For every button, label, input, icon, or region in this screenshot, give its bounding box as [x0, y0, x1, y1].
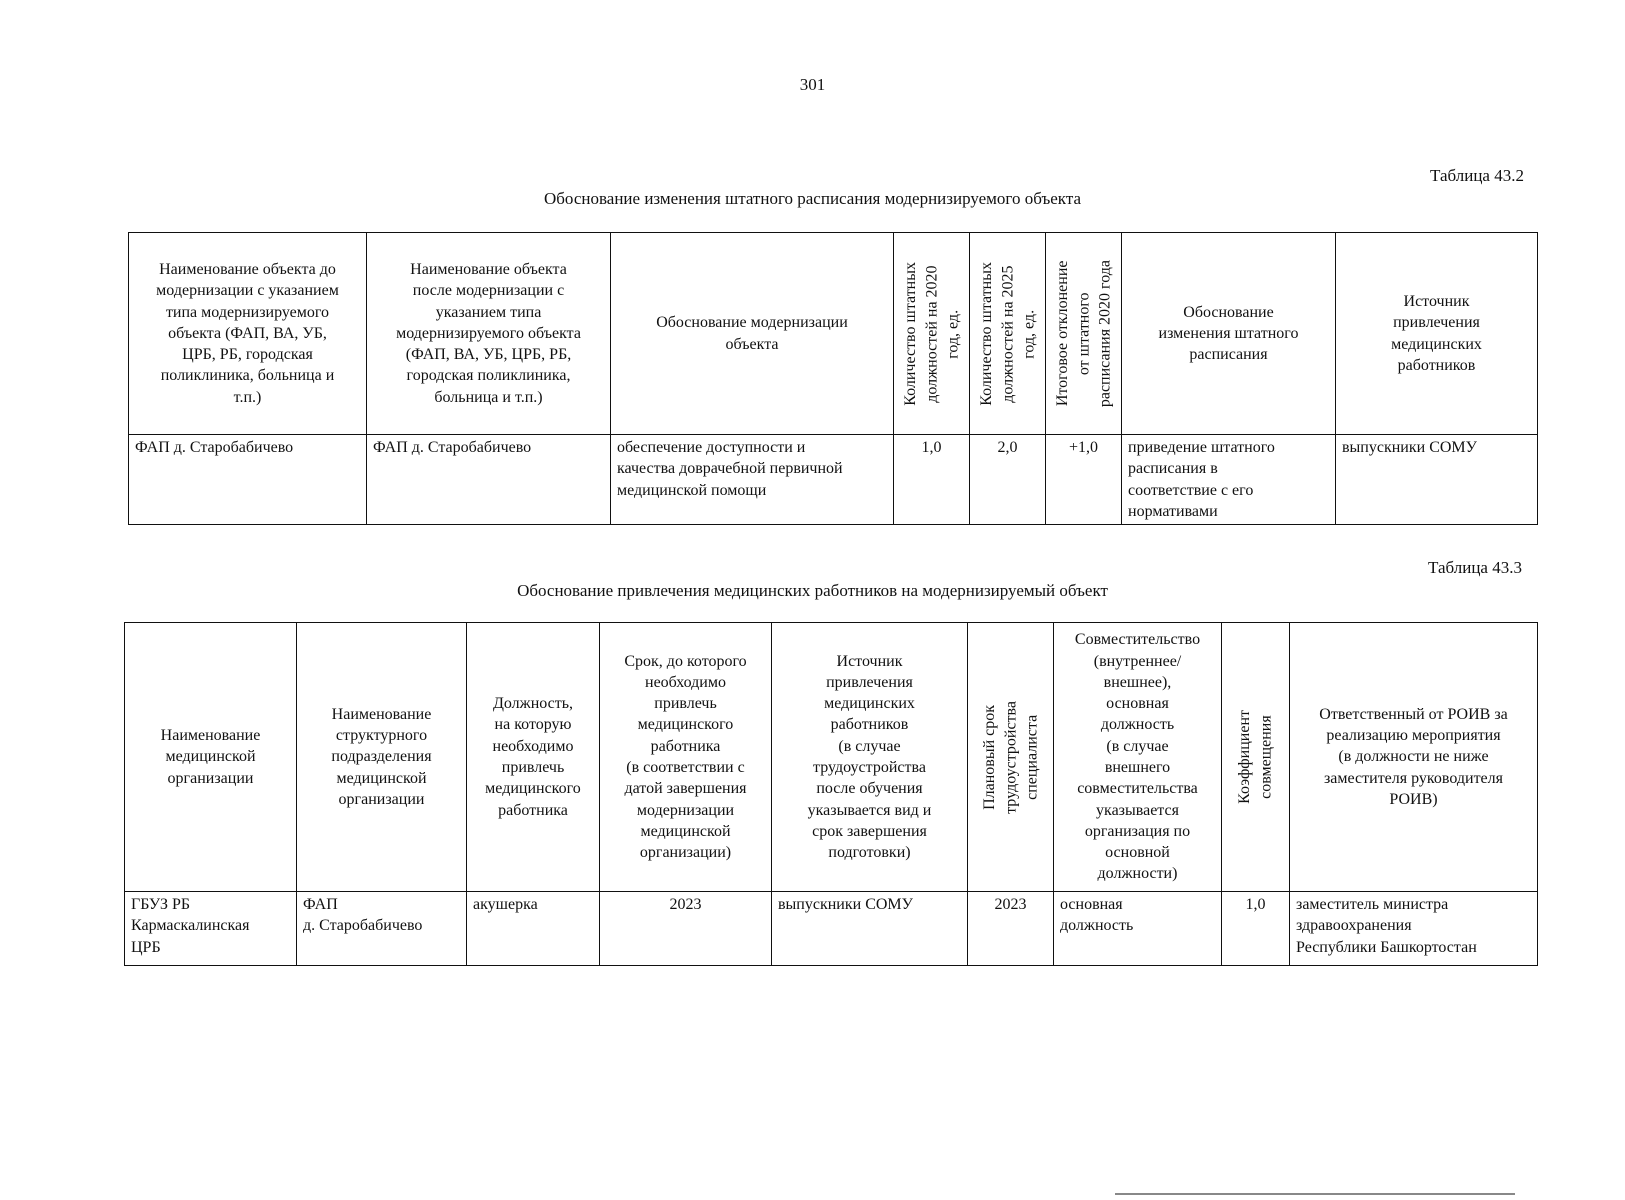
header-source: Источник привлечения медицинских работников (в случае трудоустройства после обучения указывается вид и срок завершения подготовки)	[772, 623, 968, 892]
table-label-43-2: Таблица 43.2	[1430, 166, 1524, 185]
table-row	[129, 435, 1538, 525]
header-modernization-reason: Обоснование модернизации объекта	[611, 233, 894, 435]
cell-object-after: ФАП д. Старобабичево	[367, 435, 611, 525]
cell-deadline: 2023	[600, 892, 772, 966]
cell-staff-2025: 2,0	[970, 435, 1046, 525]
table-header-row	[125, 623, 1538, 892]
header-staff-2020: Количество штатных должностей на 2020 год, ед.	[894, 233, 970, 435]
header-deviation: Итоговое отклонение от штатного расписания 2020 года	[1046, 233, 1122, 435]
cell-object-before: ФАП д. Старобабичево	[129, 435, 367, 525]
header-coefficient: Коэффициент совмещения	[1222, 623, 1290, 892]
cell-deviation: +1,0	[1046, 435, 1122, 525]
cell-staff-2020: 1,0	[894, 435, 970, 525]
cell-modernization-reason: обеспечение доступности и качества доврачебной первичной медицинской помощи	[611, 435, 894, 525]
header-responsible: Ответственный от РОИВ за реализацию мероприятия (в должности не ниже заместителя руководителя РОИВ)	[1290, 623, 1538, 892]
table-title-43-2: Обоснование изменения штатного расписания модернизируемого объекта	[543, 189, 1082, 208]
cell-responsible: заместитель министра здравоохранения Республики Башкортостан	[1290, 892, 1538, 966]
header-deadline: Срок, до которого необходимо привлечь медицинского работника (в соответствии с датой завершения модернизации медицинской организации)	[600, 623, 772, 892]
cell-coefficient: 1,0	[1222, 892, 1290, 966]
table-header-row	[129, 233, 1538, 435]
cell-subdivision: ФАП д. Старобабичево	[297, 892, 467, 966]
header-planned-date: Плановый срок трудоустройства специалиста	[968, 623, 1054, 892]
cell-staffing-reason: приведение штатного расписания в соответствие с его нормативами	[1122, 435, 1336, 525]
header-position: Должность, на которую необходимо привлечь медицинского работника	[467, 623, 600, 892]
cell-source: выпускники СОМУ	[1336, 435, 1538, 525]
page-number: 301	[799, 75, 826, 94]
table-label-43-3: Таблица 43.3	[1428, 558, 1522, 577]
recruitment-table	[124, 622, 1538, 966]
header-staffing-reason: Обоснование изменения штатного расписания	[1122, 233, 1336, 435]
header-object-before: Наименование объекта до модернизации с указанием типа модернизируемого объекта (ФАП, ВА, УБ, ЦРБ, РБ, городская поликлиника, больница и т.п.)	[129, 233, 367, 435]
header-object-after: Наименование объекта после модернизации с указанием типа модернизируемого объекта (ФАП, ВА, УБ, ЦРБ, РБ, городская поликлиника, больница и т.п.)	[367, 233, 611, 435]
scan-artifact-line	[1115, 1193, 1515, 1195]
cell-part-time: основная должность	[1054, 892, 1222, 966]
staffing-table	[128, 232, 1538, 525]
cell-planned-date: 2023	[968, 892, 1054, 966]
table-title-43-3: Обоснование привлечения медицинских работников на модернизируемый объект	[517, 581, 1108, 600]
table-row	[125, 892, 1538, 966]
cell-source: выпускники СОМУ	[772, 892, 968, 966]
cell-organization: ГБУЗ РБ Кармаскалинская ЦРБ	[125, 892, 297, 966]
cell-position: акушерка	[467, 892, 600, 966]
header-staff-2025: Количество штатных должностей на 2025 год, ед.	[970, 233, 1046, 435]
header-subdivision: Наименование структурного подразделения медицинской организации	[297, 623, 467, 892]
header-part-time: Совместительство (внутреннее/ внешнее), основная должность (в случае внешнего совместительства указывается организация по основной должности)	[1054, 623, 1222, 892]
header-source: Источник привлечения медицинских работников	[1336, 233, 1538, 435]
header-organization: Наименование медицинской организации	[125, 623, 297, 892]
